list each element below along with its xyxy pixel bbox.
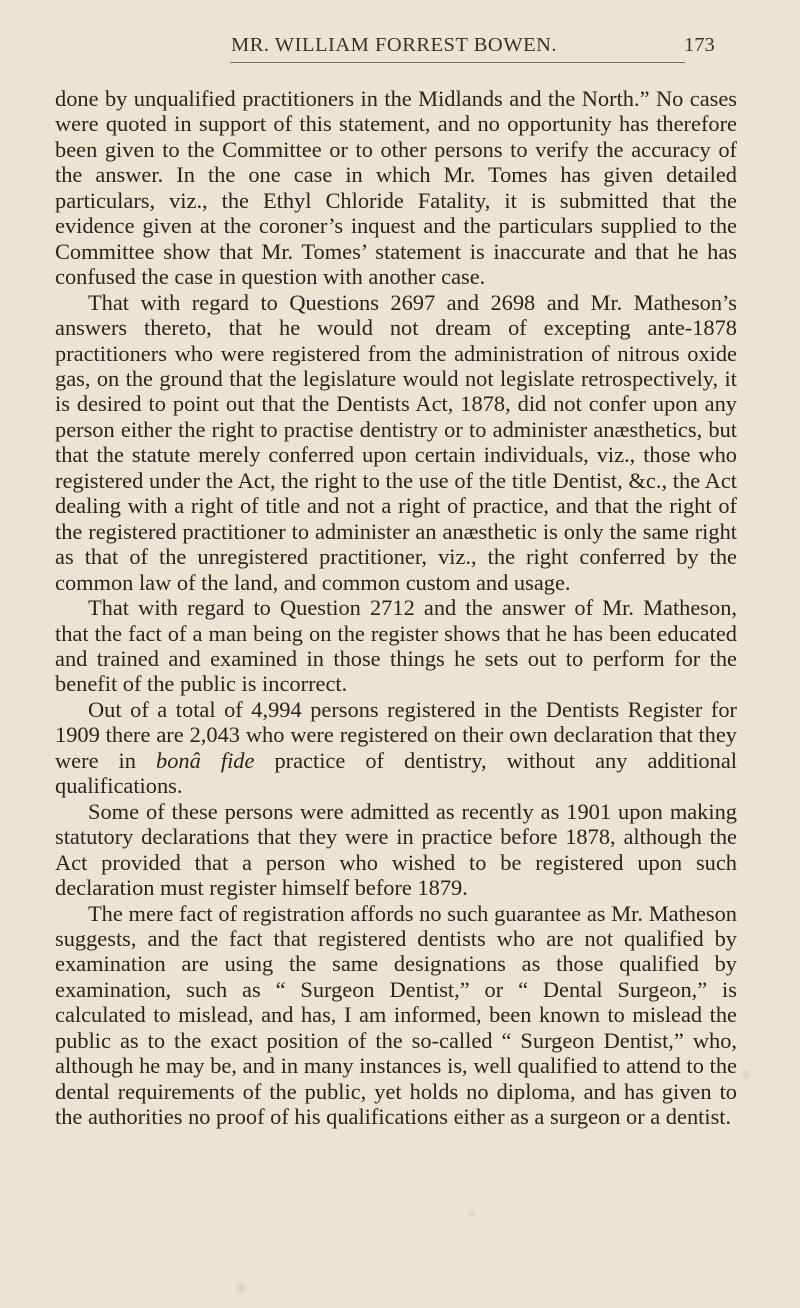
paragraph-register-totals xyxy=(55,697,737,799)
running-title: MR. WILLIAM FORREST BOWEN. xyxy=(231,34,558,56)
paragraph-statutory-declarations: Some of these persons were admitted as recently as 1901 upon making statutory declarations that they were in practice before 1878, although the Act provided that a person who wished to be registered upon such declaration must register himself before 1879. xyxy=(55,798,737,901)
running-head xyxy=(0,0,800,62)
register-totals-text-b: practice of dentistry, without any additional qualifications. xyxy=(55,747,737,799)
body-text xyxy=(55,86,737,1130)
bona-fide-italic: bonâ fide xyxy=(156,747,255,773)
paper-blemish xyxy=(468,1210,475,1217)
register-totals-text-a: Out of a total of 4,994 persons registered in the Dentists Register for 1909 there are 2,043 who were registered on their own declaration that they were in xyxy=(55,696,737,773)
paper-blemish xyxy=(236,1283,246,1293)
paragraph-mere-fact: The mere fact of registration affords no such guarantee as Mr. Matheson suggests, and the fact that registered dentists who are not qualified by examination are using the same designations as those qualified by examination, such as “ Surgeon Dentist,” or “ Dental Surgeon,” is calculated to mislead, and has, I am informed, been known to mislead the public as to the exact position of the so-called “ Surgeon Dentist,” who, although he may be, and in many instances is, well qualified to attend to the dental requirements of the public, yet holds no diploma, and has given to the authorities no proof of his qualifications either as a surgeon or a dentist. xyxy=(55,900,737,1130)
paragraph-continued: done by unqualified practitioners in the Midlands and the North.” No cases were quoted in support of this statement, and no opportunity has therefore been given to the Committee or to other persons to verify the accuracy of the answer. In the one case in which Mr. Tomes has given detailed particulars, viz., the Ethyl Chloride Fatality, it is submitted that the evidence given at the coroner’s inquest and the particulars supplied to the Committee show that Mr. Tomes’ statement is inaccurate and that he has confused the case in question with another case. xyxy=(55,86,737,290)
paragraph-question-2712: That with regard to Question 2712 and the answer of Mr. Matheson, that the fact of a man being on the register shows that he has been educated and trained and examined in those things he sets out to perform for the benefit of the public is incorrect. xyxy=(55,595,737,697)
paragraph-questions-2697-2698: That with regard to Questions 2697 and 2698 and Mr. Matheson’s answers thereto, that he would not dream of excepting ante-1878 practitioners who were registered from the administration of nitrous oxide gas, on the ground that the legislature would not legislate retrospectively, it is desired to point out that the Dentists Act, 1878, did not confer upon any person either the right to practise dentistry or to administer anæsthetics, but that the statute merely conferred upon certain individuals, viz., those who registered under the Act, the right to the use of the title Dentist, &c., the Act dealing with a right of title and not a right of practice, and that the right of the registered practitioner to administer an anæsthetic is only the same right as that of the unregistered practitioner, viz., the right conferred by the common law of the land, and common custom and usage. xyxy=(55,289,737,595)
page-number: 173 xyxy=(684,34,715,56)
paper-blemish xyxy=(742,1070,751,1079)
header-rule xyxy=(230,62,685,63)
